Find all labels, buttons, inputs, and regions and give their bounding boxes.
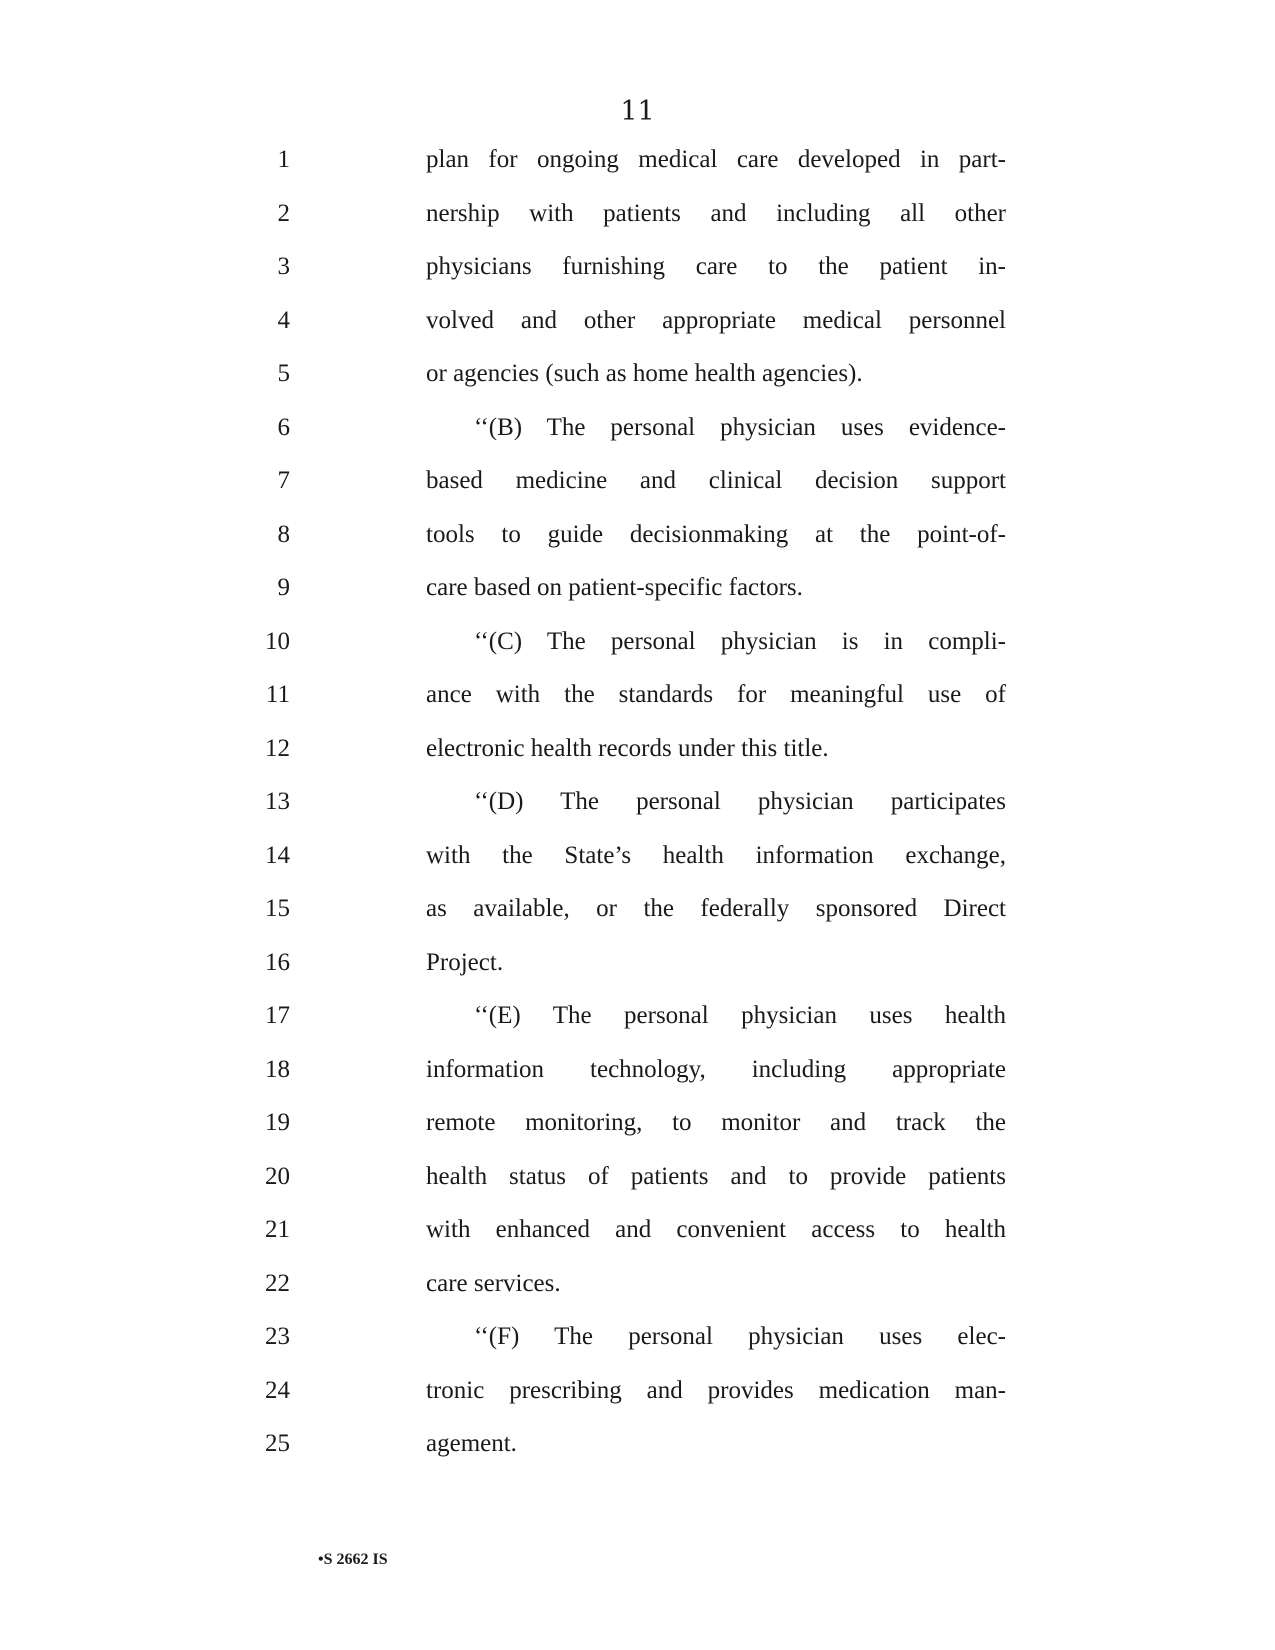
line-number: 20 <box>265 1163 290 1190</box>
page-number: 11 <box>620 96 655 127</box>
line-number: 13 <box>265 788 290 815</box>
line-number: 21 <box>265 1216 290 1243</box>
line-number: 1 <box>277 146 290 173</box>
line-number: 18 <box>265 1056 290 1083</box>
line-text: ‘‘(F) The personal physician uses elec- <box>474 1323 1006 1350</box>
line-text: ‘‘(E) The personal physician uses health <box>474 1002 1006 1029</box>
line-number: 24 <box>265 1377 290 1404</box>
line-text: remote monitoring, to monitor and track the <box>426 1109 1006 1136</box>
line-number: 5 <box>277 360 290 387</box>
line-text: ance with the standards for meaningful use of <box>426 681 1006 708</box>
line-number: 2 <box>277 200 290 227</box>
line-number: 10 <box>265 628 290 655</box>
line-number: 14 <box>265 842 290 869</box>
line-text: physicians furnishing care to the patient in- <box>426 253 1006 280</box>
line-text: ‘‘(B) The personal physician uses evidence- <box>474 414 1006 441</box>
line-text: as available, or the federally sponsored Direct <box>426 895 1006 922</box>
line-text: agement. <box>426 1430 517 1457</box>
line-number: 15 <box>265 895 290 922</box>
line-number: 11 <box>265 681 290 708</box>
line-text: or agencies (such as home health agencies). <box>426 360 863 387</box>
line-number: 25 <box>265 1430 290 1457</box>
line-text: tools to guide decisionmaking at the point-of- <box>426 521 1006 548</box>
line-text: with enhanced and convenient access to health <box>426 1216 1006 1243</box>
line-text: nership with patients and including all other <box>426 200 1006 227</box>
line-text: Project. <box>426 949 504 976</box>
line-text: with the State’s health information exchange, <box>426 842 1006 869</box>
line-number: 12 <box>265 735 290 762</box>
line-text: volved and other appropriate medical personnel <box>426 307 1006 334</box>
line-number: 4 <box>277 307 290 334</box>
bill-identifier-footer: •S 2662 IS <box>318 1551 388 1568</box>
line-text: plan for ongoing medical care developed in part- <box>426 146 1006 173</box>
line-text: information technology, including appropriate <box>426 1056 1006 1083</box>
line-number: 16 <box>265 949 290 976</box>
line-number: 9 <box>277 574 290 601</box>
line-text: health status of patients and to provide patients <box>426 1163 1006 1190</box>
line-number: 17 <box>265 1002 290 1029</box>
line-number: 23 <box>265 1323 290 1350</box>
line-text: care based on patient-specific factors. <box>426 574 803 601</box>
line-text: electronic health records under this title. <box>426 735 829 762</box>
line-number: 7 <box>277 467 290 494</box>
line-text: care services. <box>426 1270 561 1297</box>
line-number: 3 <box>277 253 290 280</box>
line-number: 22 <box>265 1270 290 1297</box>
line-text: ‘‘(D) The personal physician participates <box>474 788 1006 815</box>
line-number: 8 <box>277 521 290 548</box>
line-number: 19 <box>265 1109 290 1136</box>
line-number: 6 <box>277 414 290 441</box>
line-text: ‘‘(C) The personal physician is in compli- <box>474 628 1006 655</box>
line-text: based medicine and clinical decision support <box>426 467 1006 494</box>
line-text: tronic prescribing and provides medication man- <box>426 1377 1006 1404</box>
